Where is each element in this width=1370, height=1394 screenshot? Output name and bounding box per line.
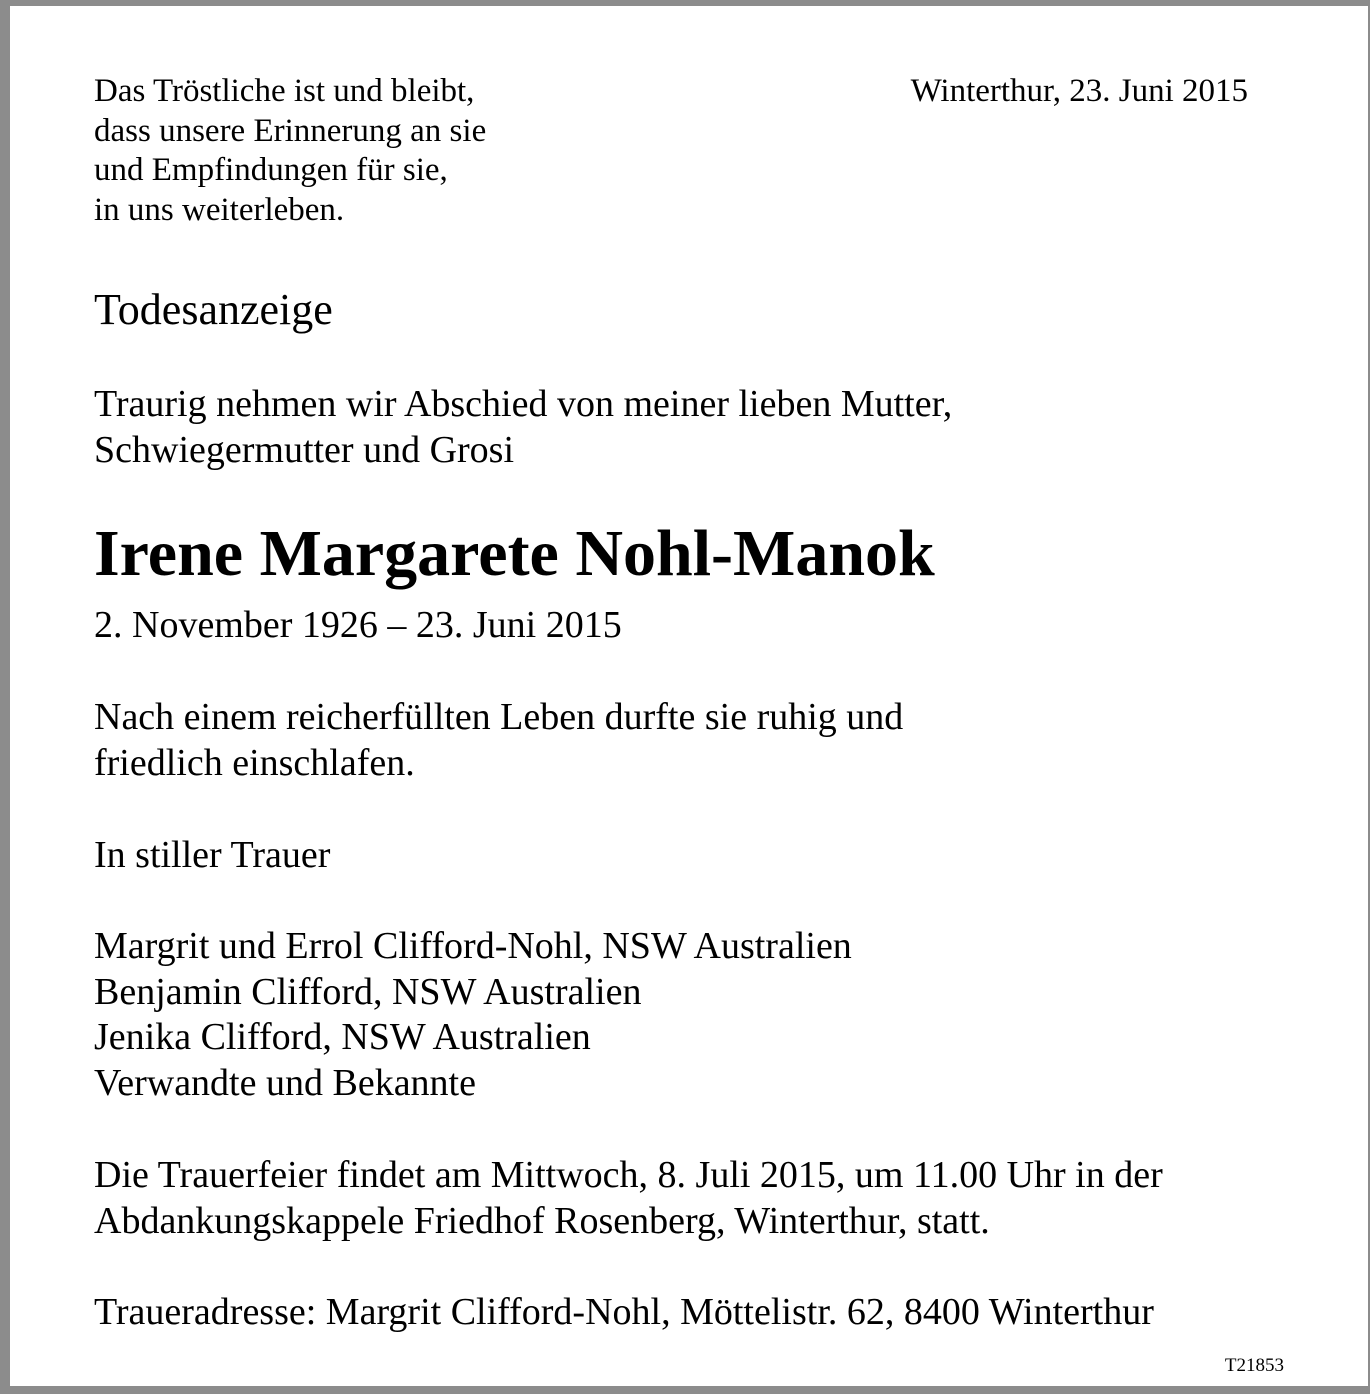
- deceased-name: Irene Margarete Nohl-Manok: [94, 517, 935, 590]
- mourner-entry: Benjamin Clifford, NSW Australien: [94, 970, 642, 1013]
- ceremony-line: Abdankungskappele Friedhof Rosenberg, Winterthur, statt.: [94, 1199, 990, 1242]
- mourning-phrase: [94, 833, 330, 879]
- place-date: Winterthur, 23. Juni 2015: [910, 73, 1248, 109]
- farewell-intro: [94, 382, 952, 473]
- motto-line: in uns weiterleben.: [94, 191, 345, 228]
- motto-line: dass unsere Erinnerung an sie: [94, 112, 487, 149]
- life-dates: [94, 603, 622, 649]
- mourners-list: [94, 924, 852, 1106]
- reference-code: T21853: [1224, 1355, 1284, 1376]
- life-statement-line: friedlich einschlafen.: [94, 741, 415, 784]
- intro-line: Traurig nehmen wir Abschied von meiner lieben Mutter,: [94, 383, 953, 425]
- life-dates-text: 2. November 1926 – 23. Juni 2015: [94, 604, 622, 646]
- life-statement-line: Nach einem reicherfüllten Leben durfte sie ruhig und: [94, 696, 904, 738]
- intro-line: Schwiegermutter und Grosi: [94, 428, 515, 471]
- mourning-address: [94, 1290, 1154, 1336]
- ceremony-line: Die Trauerfeier findet am Mittwoch, 8. Juli 2015, um 11.00 Uhr in der: [94, 1154, 1163, 1196]
- mourning-address-text: Traueradresse: Margrit Clifford-Nohl, Möttelistr. 62, 8400 Winterthur: [94, 1291, 1154, 1333]
- motto-line: Das Tröstliche ist und bleibt,: [94, 73, 475, 109]
- ceremony-info: [94, 1153, 1163, 1244]
- consolation-motto: [94, 72, 486, 230]
- mourner-entry: Verwandte und Bekannte: [94, 1061, 476, 1104]
- mourner-entry: Jenika Clifford, NSW Australien: [94, 1016, 591, 1058]
- mourning-phrase-text: In stiller Trauer: [94, 834, 331, 876]
- life-statement: [94, 695, 903, 786]
- motto-line: und Empfindungen für sie,: [94, 152, 448, 188]
- notice-heading: Todesanzeige: [94, 285, 333, 334]
- mourner-entry: Margrit und Errol Clifford-Nohl, NSW Australien: [94, 925, 852, 967]
